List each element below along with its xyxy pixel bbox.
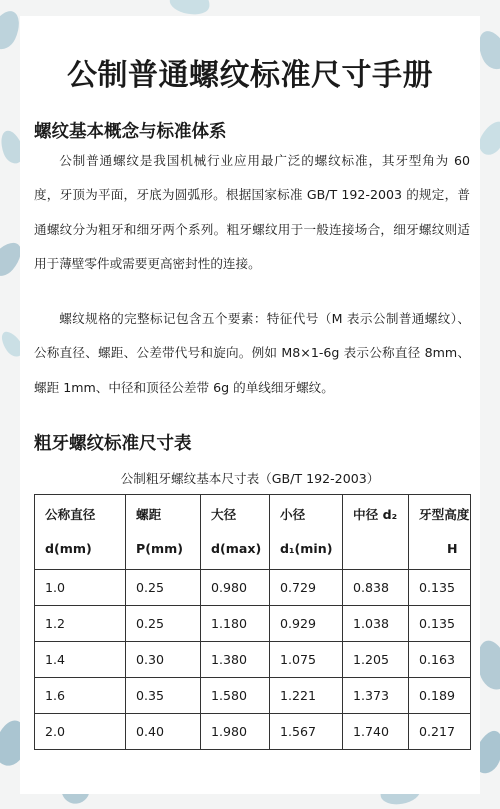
document-sheet: [20, 16, 480, 794]
table-cell: 0.40: [126, 714, 201, 750]
table-cell: 1.740: [343, 714, 409, 750]
table-cell: 0.25: [126, 606, 201, 642]
table-cell: 0.189: [409, 678, 471, 714]
table-cell: 0.980: [201, 570, 270, 606]
table-cell: 1.380: [201, 642, 270, 678]
table-row: [35, 606, 471, 642]
table-row: [35, 714, 471, 750]
table-cell: 0.838: [343, 570, 409, 606]
table-cell: 0.163: [409, 642, 471, 678]
table-cell: 1.221: [270, 678, 343, 714]
table-cell: 0.25: [126, 570, 201, 606]
table-cell: 1.2: [35, 606, 126, 642]
column-header: 螺距 P(mm): [126, 495, 201, 570]
table-row: [35, 642, 471, 678]
table-row: [35, 570, 471, 606]
table-header-row: [35, 495, 471, 570]
paragraph-marking: 螺纹规格的完整标记包含五个要素：特征代号（M 表示公制普通螺纹）、公称直径、螺距、公差带代号和旋向。例如 M8×1-6g 表示公称直径 8mm、螺距 1mm、中径和顶径公差带 6g 的单线细牙螺纹。: [34, 311, 470, 395]
table-cell: 0.217: [409, 714, 471, 750]
table-cell: 1.980: [201, 714, 270, 750]
table-cell: 2.0: [35, 714, 126, 750]
column-header: 公称直径 d(mm): [35, 495, 126, 570]
column-header: 小径 d₁(min): [270, 495, 343, 570]
column-header: 中径 d₂: [343, 495, 409, 570]
table-cell: 1.038: [343, 606, 409, 642]
table-cell: 1.205: [343, 642, 409, 678]
table-caption: 公制粗牙螺纹基本尺寸表（GB/T 192-2003）: [120, 471, 380, 486]
column-header: 大径 d(max): [201, 495, 270, 570]
table-cell: 1.567: [270, 714, 343, 750]
table-cell: 0.729: [270, 570, 343, 606]
table-cell: 0.135: [409, 606, 471, 642]
table-cell: 0.135: [409, 570, 471, 606]
table-cell: 0.30: [126, 642, 201, 678]
table-cell: 1.4: [35, 642, 126, 678]
table-cell: 1.6: [35, 678, 126, 714]
section-heading-table: 粗牙螺纹标准尺寸表: [34, 434, 192, 454]
table-cell: 1.075: [270, 642, 343, 678]
leaf-decoration: [168, 0, 212, 17]
document-title: 公制普通螺纹标准尺寸手册: [67, 58, 433, 93]
paragraph-intro: 公制普通螺纹是我国机械行业应用最广泛的螺纹标准，其牙型角为 60 度，牙顶为平面，牙底为圆弧形。根据国家标准 GB/T 192-2003 的规定，普通螺纹分为粗牙和细牙两个系列。粗牙螺纹用于一般连接场合，细牙螺纹则适用于薄壁零件或需要更高密封性的连接。: [34, 153, 470, 271]
table-cell: 1.373: [343, 678, 409, 714]
table-cell: 0.35: [126, 678, 201, 714]
table-cell: 1.180: [201, 606, 270, 642]
table-cell: 1.0: [35, 570, 126, 606]
column-header: 牙型高度 H: [409, 495, 471, 570]
section-heading-basics: 螺纹基本概念与标准体系: [34, 122, 227, 142]
table-row: [35, 678, 471, 714]
table-cell: 1.580: [201, 678, 270, 714]
table-cell: 0.929: [270, 606, 343, 642]
thread-size-table: [34, 494, 471, 750]
